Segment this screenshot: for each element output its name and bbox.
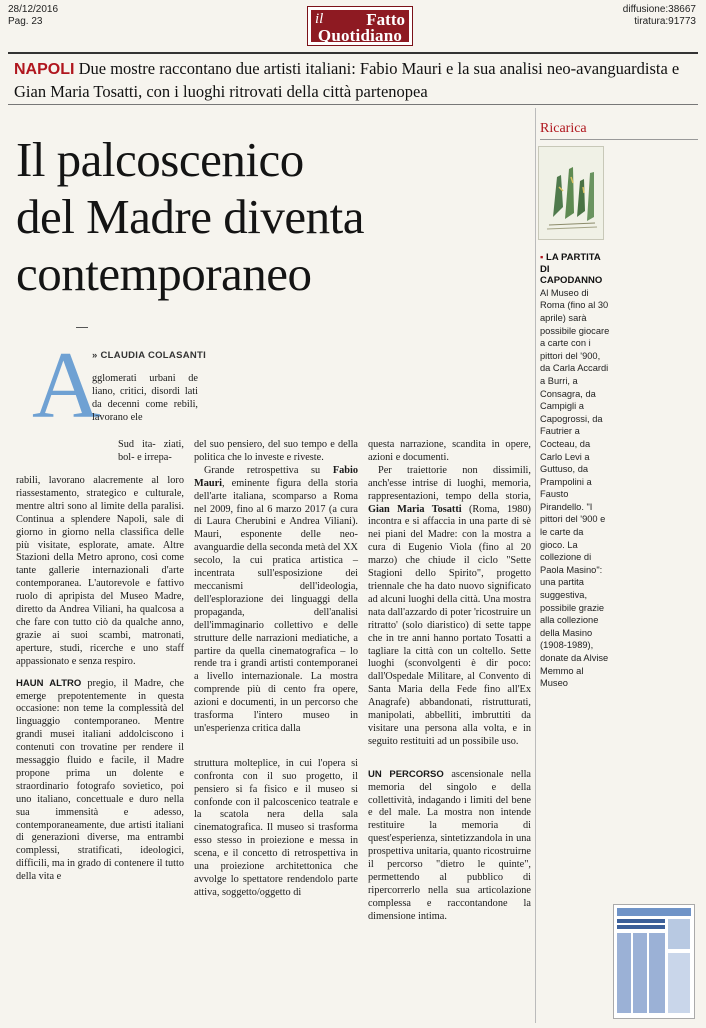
col3-artist-name: Gian Maria Tosatti [368, 503, 462, 515]
drop-cap: A [32, 332, 101, 438]
col2-p2-text: , eminente figura della storia dell'arte italiana, scomparso a Roma nel 2009, fino al 6 marzo 2017 (a cura di Laura Cherubini e Andrea Viliani). Mauri, esponente delle neo-avanguardie della seconda metà del XX secolo, la cui pratica artistica – incentrata sull'esposizione dei meccanismi dell'ideologia, dell'esplorazione dei linguaggi della propaganda, dell'analisi dell'immaginario collettivo e delle strutture delle narrazioni mediatiche, a partire da quella cinematografica – lo rende tra i grandi artisti contemporanei a livello internazionale. La mostra comprende più di cento fra opere, azioni e documenti, in un percorso che trasforma l'intero museo in un'esperienza critica dalla [194, 477, 358, 734]
kicker [14, 58, 698, 103]
col3-p2-pre: Per traiettorie non dissimili, anch'esse intrise di luoghi, memoria, rappresentazioni, tempo della storia, [368, 464, 531, 502]
col3-paragraph-3 [368, 769, 531, 924]
col1-paragraph-2 [16, 678, 184, 885]
newspaper-logo [307, 6, 413, 46]
logo-quotidiano: Quotidiano [317, 26, 403, 45]
cards-illustration [539, 147, 604, 240]
col2-p2-pre: Grande retrospettiva su [204, 464, 333, 476]
headline-line-2: del Madre diventa [16, 189, 364, 244]
headline [16, 131, 536, 302]
col1-lead: HAUN ALTRO [16, 677, 82, 689]
logo-il: il [315, 11, 324, 27]
kicker-text: Due mostre raccontano due artisti italiani: Fabio Mauri e la sua analisi neo-avanguardista e Gian Maria Tosatti, con i luoghi ritrovati della città partenopea [14, 59, 680, 101]
article-column-3 [368, 439, 531, 924]
sidebar-heading [540, 252, 610, 287]
col2-paragraph-3: struttura molteplice, in cui l'opera si confronta con il suo progetto, il pensiero si fa fisico e il museo si confonde con il palcoscenico teatrale e la scatola nera della sala cinematografica. Il museo si trasforma esso stesso in proiezione e messa in scena, e il concetto di retrospettiva in una proiezione architettonica che avvolge lo spettatore rendendolo parte attiva, soggetto/oggetto di [194, 757, 358, 898]
kicker-city: NAPOLI [14, 61, 75, 78]
logo-fatto: Fatto [366, 10, 405, 29]
col3-lead: UN PERCORSO [368, 768, 444, 780]
col3-paragraph-2 [368, 465, 531, 749]
sidebar-body: Al Museo di Roma (fino al 30 aprile) sarà possibile giocare a carte con i pittori del '900, da Carla Accardi a Burri, a Consagra, da Campigli a Capogrossi, da Fautrier a Cocteau, da Carlo Levi a Guttuso, da Prampolini a Fausto Pirandello. "I pittori del '900 e le carte da gioco. La collezione di Paola Masino": una partita suggestiva, possibile grazie alla collezione della Masino (1908-1989), donate da Alvise Memmo al Museo [540, 287, 610, 689]
intro-text: gglomerati urbani de liano, critici, disordi lati da decenni come rebili, lavorano ele [92, 373, 198, 423]
byline: » CLAUDIA COLASANTI [92, 350, 207, 361]
col3-paragraph-3-text: ascensionale nella memoria del singolo e della collettività, indagando i limiti del bene e del male. La mostra non intende restituire la memoria di quest'esperienza, sintetizzandola in una prospettiva unitaria, quanto ricostruirne il percorso "dietro le quinte", permettendo al pubblico di ripercorrerlo nella sua articolazione complessa e raccontandone la dimensione intima. [368, 768, 531, 922]
date-label: 28/12/2016 [8, 4, 59, 15]
playing-cards-image [538, 146, 604, 240]
page-thumbnail-icon [614, 905, 694, 1018]
sidebar-heading-text: LA PARTITA DI CAPODANNO [540, 252, 603, 287]
tiratura-label: tiratura:91773 [634, 16, 696, 27]
top-rule [8, 52, 698, 54]
sidebar-bullet-icon: ▪ [540, 252, 544, 263]
col2-artist-name: Fabio Mauri [194, 464, 358, 489]
col2-paragraph-1: del suo pensiero, del suo tempo e della politica che lo investe e riveste. [194, 439, 358, 463]
headline-line-1: Il palcoscenico [16, 132, 304, 187]
headline-dash [76, 327, 88, 328]
sidebar-text [540, 252, 610, 690]
col1-top-fragment: Sud ita- ziati, bol- e irrepa- [118, 439, 184, 463]
page-number: Pag. 23 [8, 16, 43, 27]
kicker-rule [8, 104, 698, 105]
sidebar-rule [540, 139, 698, 140]
headline-line-3: contemporaneo [16, 246, 312, 301]
col2-paragraph-2 [194, 465, 358, 736]
article-column-2 [194, 439, 358, 900]
diffusione-label: diffusione:38667 [622, 4, 696, 15]
circulation-info [623, 4, 696, 28]
article-column-1 [16, 475, 184, 884]
col3-p2-text: (Roma, 1980) incontra e si affaccia in una parte di sè nei piani del Madre: con la mostra a cura di Eugenio Viola (fino al 20 marzo) che chiude il ciclo "Sette Stagioni dello Spirito", progetto triennale che ha dato nuovo significato ad alcuni luoghi della città. Una mostra nata dall'azzardo di poter 'ricostruire un ritratto' (solo diaristico) di sette tappe che in tre anni hanno portato Tosatti a tagliare la città con un coltello. Sette luoghi (sconvolgenti è dir poco: dall'Ospedale Militare, al Convento di Santa Maria della Fede fino all'Ex Anagrafe) abbandonati, ristrutturati, manipolati, abbelliti, imbruttiti da visitare una persona alla volta, e in seguito restituiti ad un possibile uso. [368, 503, 531, 747]
col1-paragraph-2-text: pregio, il Madre, che emerge prepotentemente in questa occasione: non teme la complessità del linguaggio contemporaneo. Mentre grandi musei italiani addolciscono i contenuti con trovatine per rendere il messaggio fluido e facile, il Madre propone prima un dolente e straordinario fotografo sovietico, poi uno italiano, concettuale e duro nella sua immensità e adesso, contemporaneamente, due artisti italiani di generazioni diverse, ma entrambi complessi, stratificati, ideologici, difficili, ma in grado di contenere il tutto della vita e [16, 677, 184, 883]
sidebar-title: Ricarica [540, 121, 587, 136]
page-thumbnail [613, 904, 695, 1019]
col3-paragraph-1: questa narrazione, scandita in opere, azioni e documenti. [368, 439, 531, 463]
sidebar-divider [535, 108, 536, 1023]
page-meta [8, 4, 58, 28]
col1-paragraph-1: rabili, lavorano alacremente al loro riassestamento, strategico e culturale, mentre altri sono al limite della paralisi. Continua a splendere Napoli, sale di giorno in giorno nella classifica delle più visitate, esplorate, amate. Altre Stazioni della Metro aprono, così come tante gallerie internazionali d'arte contemporanea. L'autorevole e fattivo ruolo di apripista del Museo Madre, diretto da Andrea Viliani, ha qualcosa a che fare con tutto ciò da qualche anno, grazie ai suoi scambi, matronati, aperture, studi, ricerche e uno staff appassionato e senza respiro. [16, 475, 184, 667]
